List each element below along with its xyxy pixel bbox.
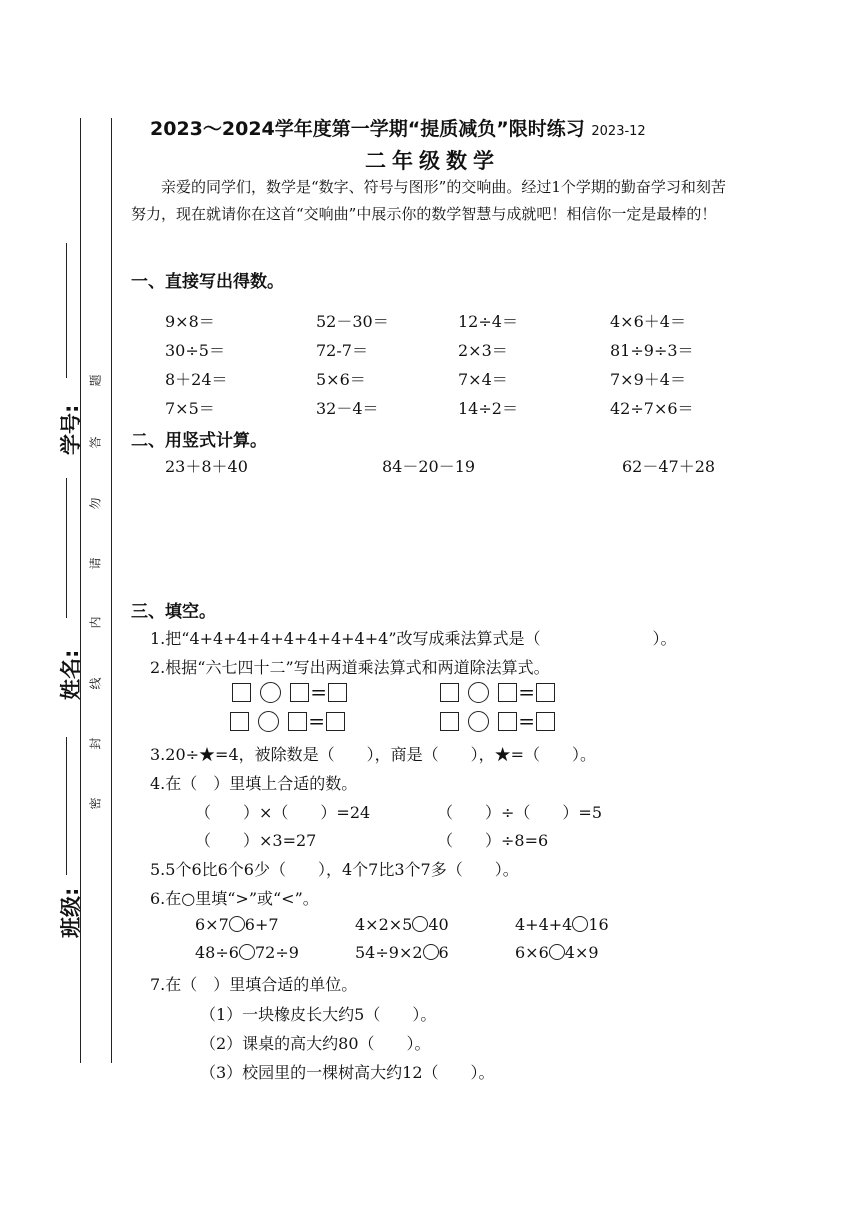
vertical-calc-item: 23＋8＋40 — [165, 457, 248, 476]
q4-item: （ ）÷8=6 — [437, 831, 549, 850]
calc-item: 30÷5＝ — [165, 341, 225, 360]
student-id-label: 学号: — [59, 404, 83, 455]
operator-circle[interactable] — [258, 711, 279, 732]
q4-item: （ ）÷（ ）=5 — [437, 803, 602, 822]
question-5: 5.5个6比6个6少（ ），4个7比3个7多（ ）。 — [150, 860, 519, 879]
compare-right: 72÷9 — [254, 943, 299, 962]
equals-sign: = — [518, 680, 535, 704]
compare-item — [195, 943, 299, 962]
question-2: 2.根据“六七四十二”写出两道乘法算式和两道除法算式。 — [150, 658, 550, 677]
question-4: 4.在（ ）里填上合适的数。 — [150, 774, 358, 793]
calc-item: 12÷4＝ — [458, 312, 518, 331]
answer-box[interactable] — [230, 712, 249, 731]
calc-item: 4×6＋4＝ — [610, 312, 686, 331]
compare-right: 16 — [588, 915, 609, 934]
calc-item: 7×5＝ — [165, 399, 215, 418]
operator-circle[interactable] — [468, 711, 489, 732]
calc-item: 42÷7×6＝ — [610, 399, 694, 418]
name-blank[interactable] — [66, 478, 67, 618]
q7-item: （1）一块橡皮长大约5（ ）。 — [200, 1005, 437, 1024]
intro-paragraph: 亲爱的同学们，数学是“数字、符号与图形”的交响曲。经过1个学期的勤奋学习和刻苦努力，现在就请你在这首“交响曲”中展示你的数学智慧与成就吧！相信你一定是最棒的！ — [131, 178, 726, 223]
seal-char: 请 — [88, 557, 103, 570]
answer-box[interactable] — [498, 712, 517, 731]
equation-template — [230, 709, 345, 733]
compare-item — [195, 915, 279, 934]
compare-right: 40 — [428, 915, 449, 934]
calc-item: 7×4＝ — [458, 370, 508, 389]
compare-right: 6 — [438, 943, 449, 962]
calc-item: 5×6＝ — [316, 370, 366, 389]
compare-right: 4×9 — [564, 943, 599, 962]
student-id-blank[interactable] — [66, 243, 67, 378]
question-1: 1.把“4+4+4+4+4+4+4+4+4”改写成乘法算式是（ ）。 — [150, 629, 677, 648]
compare-left: 48÷6 — [195, 943, 239, 962]
compare-item — [515, 915, 609, 934]
compare-circle[interactable] — [423, 944, 439, 960]
question-7: 7.在（ ）里填合适的单位。 — [150, 975, 358, 994]
binding-line-inner — [111, 118, 112, 1063]
q4-item: （ ）×3=27 — [195, 831, 317, 850]
equation-template — [232, 680, 347, 704]
calc-item: 9×8＝ — [165, 312, 215, 331]
compare-circle[interactable] — [549, 944, 565, 960]
seal-char: 封 — [88, 737, 103, 750]
vertical-calc-item: 62－47＋28 — [622, 457, 716, 476]
compare-item — [515, 943, 599, 962]
equals-sign: = — [310, 680, 327, 704]
seal-char: 内 — [88, 616, 103, 629]
compare-left: 54÷9×2 — [355, 943, 423, 962]
vertical-calc-item: 84－20－19 — [382, 457, 476, 476]
answer-box[interactable] — [326, 712, 345, 731]
compare-item — [355, 943, 449, 962]
class-label: 班级: — [59, 887, 83, 938]
q4-item: （ ）×（ ）=24 — [195, 803, 371, 822]
calc-item: 81÷9÷3＝ — [610, 341, 694, 360]
title-date: 2023-12 — [591, 124, 646, 139]
answer-box[interactable] — [232, 683, 251, 702]
title-text: 2023～2024学年度第一学期“提质减负”限时练习 — [150, 118, 585, 140]
answer-box[interactable] — [328, 683, 347, 702]
calc-item: 2×3＝ — [458, 341, 508, 360]
seal-char: 密 — [88, 797, 103, 810]
compare-left: 4×2×5 — [355, 915, 413, 934]
compare-item — [355, 915, 449, 934]
compare-left: 6×6 — [515, 943, 549, 962]
answer-box[interactable] — [536, 683, 555, 702]
compare-left: 4+4+4 — [515, 915, 573, 934]
equals-sign: = — [308, 709, 325, 733]
equals-sign: = — [518, 709, 535, 733]
answer-box[interactable] — [288, 712, 307, 731]
operator-circle[interactable] — [260, 682, 281, 703]
seal-char: 线 — [88, 677, 103, 690]
seal-char: 题 — [88, 374, 103, 387]
calc-item: 14÷2＝ — [458, 399, 518, 418]
compare-circle[interactable] — [229, 916, 245, 932]
calc-item: 8＋24＝ — [165, 370, 228, 389]
seal-char: 勿 — [88, 497, 103, 510]
answer-box[interactable] — [290, 683, 309, 702]
q7-item: （2）课桌的高大约80（ ）。 — [200, 1034, 431, 1053]
question-6: 6.在○里填“>”或“<”。 — [150, 889, 319, 908]
seal-char: 答 — [88, 436, 103, 449]
answer-box[interactable] — [440, 683, 459, 702]
calc-item: 7×9＋4＝ — [610, 370, 686, 389]
page-title — [150, 114, 646, 141]
equation-template — [440, 709, 555, 733]
question-3: 3.20÷★=4，被除数是（ ），商是（ ），★=（ ）。 — [150, 745, 597, 764]
page-subtitle: 二年级数学 — [365, 149, 500, 173]
compare-left: 6×7 — [195, 915, 229, 934]
operator-circle[interactable] — [468, 682, 489, 703]
compare-circle[interactable] — [239, 944, 255, 960]
calc-item: 32－4＝ — [316, 399, 379, 418]
equation-template — [440, 680, 555, 704]
section1-heading: 一、直接写出得数。 — [131, 272, 284, 292]
answer-box[interactable] — [536, 712, 555, 731]
section3-heading: 三、填空。 — [131, 602, 216, 622]
compare-circle[interactable] — [412, 916, 428, 932]
calc-item: 52－30＝ — [316, 312, 389, 331]
class-blank[interactable] — [66, 737, 67, 875]
name-label: 姓名: — [59, 649, 83, 700]
compare-circle[interactable] — [572, 916, 588, 932]
compare-right: 6+7 — [244, 915, 279, 934]
section2-heading: 二、用竖式计算。 — [131, 431, 267, 451]
answer-box[interactable] — [440, 712, 459, 731]
calc-item: 72-7＝ — [316, 341, 368, 360]
answer-box[interactable] — [498, 683, 517, 702]
q7-item: （3）校园里的一棵树高大约12（ ）。 — [200, 1063, 495, 1082]
